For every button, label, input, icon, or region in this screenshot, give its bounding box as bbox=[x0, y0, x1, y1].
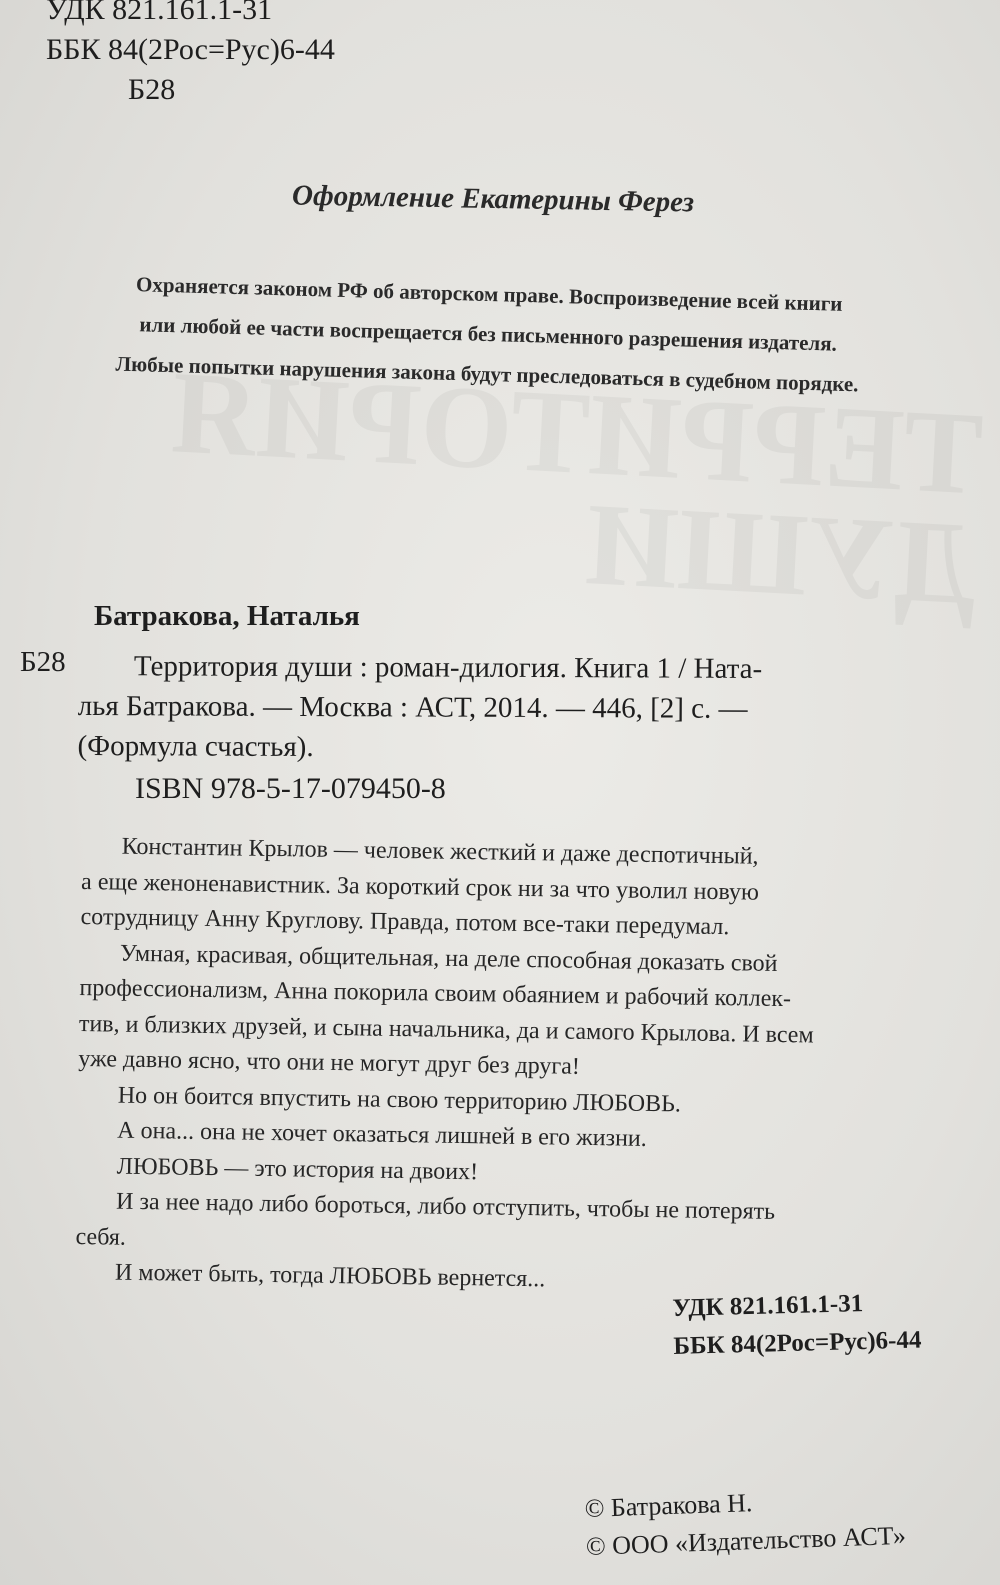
author-mark: Б28 bbox=[128, 73, 176, 106]
bbk-code: ББК 84(2Рос=Рус)6-44 bbox=[46, 33, 335, 66]
annotation-line: Константин Крылов — человек жесткий и даже деспотичный, bbox=[121, 833, 759, 870]
annotation-line: Но он боится впустить на свою территорию ЛЮБОВЬ. bbox=[117, 1082, 682, 1117]
udk-code: УДК 821.161.1-31 bbox=[672, 1290, 864, 1322]
top-classification-codes bbox=[46, 0, 335, 110]
annotation-line: профессионализм, Анна покорила своим обаянием и рабочий коллек- bbox=[79, 974, 792, 1013]
bbk-code: ББК 84(2Рос=Рус)6-44 bbox=[673, 1326, 922, 1360]
annotation-line: уже давно ясно, что они не могут друг без друга! bbox=[78, 1045, 581, 1080]
show-through-ghost bbox=[415, 370, 985, 609]
bottom-classification-codes bbox=[672, 1284, 922, 1366]
catalog-author-mark: Б28 bbox=[20, 646, 66, 678]
rights-line: Любые попытки нарушения закона будут преследоваться в судебном порядке. bbox=[115, 351, 859, 397]
rights-line: или любой ее части воспрещается без письменного разрешения издателя. bbox=[139, 312, 838, 356]
rights-line: Охраняется законом РФ об авторском праве. Воспроизведение всей книги bbox=[135, 272, 843, 316]
copyright-line: © Батракова Н. bbox=[584, 1488, 753, 1523]
annotation-line: сотрудницу Анну Круглову. Правда, потом все-таки передумал. bbox=[80, 903, 730, 941]
annotation-line: А она... она не хочет оказаться лишней в его жизни. bbox=[117, 1117, 647, 1152]
author-heading: Батракова, Наталья bbox=[94, 600, 360, 632]
copyright-line: © ООО «Издательство АСТ» bbox=[585, 1520, 907, 1561]
isbn: ISBN 978-5-17-079450-8 bbox=[135, 772, 446, 805]
biblio-line: (Формула счастья). bbox=[77, 729, 314, 764]
copyright-block bbox=[584, 1479, 906, 1566]
annotation-line: И может быть, тогда ЛЮБОВЬ вернется... bbox=[114, 1259, 546, 1293]
annotation-line: себя. bbox=[75, 1223, 127, 1251]
rights-notice bbox=[57, 262, 920, 406]
design-credit: Оформление Екатерины Ферез bbox=[291, 179, 695, 219]
udk-code: УДК 821.161.1-31 bbox=[46, 0, 273, 26]
annotation-line: Умная, красивая, общительная, на деле способная доказать свой bbox=[119, 940, 778, 977]
annotation-line: тив, и близких друзей, и сына начальника, да и самого Крылова. И всем bbox=[78, 1010, 814, 1049]
annotation-line: И за нее надо либо бороться, либо отступить, чтобы не потерять bbox=[115, 1188, 776, 1225]
annotation-line: ЛЮБОВЬ — это история на двоих! bbox=[116, 1153, 479, 1185]
annotation bbox=[75, 829, 942, 1304]
biblio-line: лья Батракова. — Москва : АСТ, 2014. — 446, [2] с. — bbox=[77, 689, 748, 725]
annotation-line: а еще женоненавистник. За короткий срок ни за что уволил новую bbox=[80, 868, 760, 906]
biblio-line: Территория души : роман-дилогия. Книга 1 / Ната- bbox=[133, 650, 763, 685]
bibliographic-description bbox=[77, 646, 938, 770]
